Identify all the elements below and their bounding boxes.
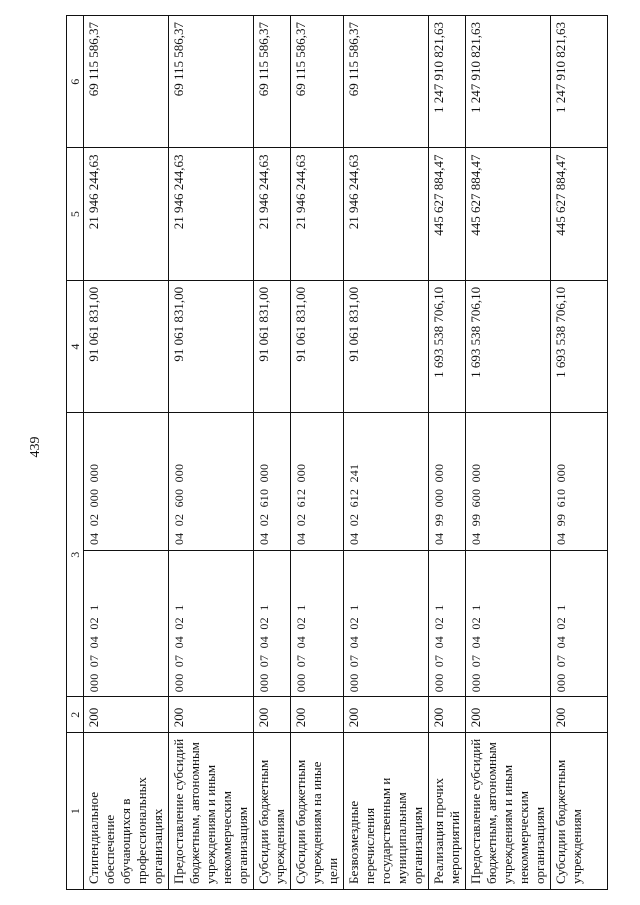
- value-col-4: 91 061 831,00: [84, 280, 169, 412]
- budget-code-part-b: 04 99 000 000: [429, 413, 466, 551]
- budget-code-part-a: 000 07 04 02 1: [169, 551, 254, 697]
- value-col-4: 91 061 831,00: [344, 280, 429, 412]
- value-col-6: 69 115 586,37: [169, 16, 254, 148]
- table-row: [466, 16, 551, 890]
- column-header-3: 3: [67, 413, 84, 697]
- budget-table: [66, 15, 608, 890]
- admin-code: 200: [84, 697, 169, 733]
- row-name: Предоставление субсидий бюджетным, автономным учреждениям и иным некоммерческим организациям: [466, 733, 551, 890]
- budget-code-part-b: 04 99 600 000: [466, 413, 551, 551]
- admin-code: 200: [254, 697, 291, 733]
- column-header-6: 6: [67, 16, 84, 148]
- budget-table-container: [66, 15, 608, 890]
- value-col-4: 1 693 538 706,10: [429, 280, 466, 412]
- admin-code: 200: [429, 697, 466, 733]
- value-col-5: 21 946 244,63: [344, 148, 429, 280]
- row-name: Безвозмездные перечисления государственным и муниципальным организациям: [344, 733, 429, 890]
- table-row: [84, 16, 169, 890]
- value-col-5: 21 946 244,63: [291, 148, 344, 280]
- value-col-4: 1 693 538 706,10: [466, 280, 551, 412]
- budget-code-part-a: 000 07 04 02 1: [466, 551, 551, 697]
- row-name: Субсидии бюджетным учреждениям: [254, 733, 291, 890]
- budget-code-part-b: 04 02 000 000: [84, 413, 169, 551]
- budget-code-part-a: 000 07 04 02 1: [291, 551, 344, 697]
- admin-code: 200: [551, 697, 608, 733]
- table-row: [254, 16, 291, 890]
- value-col-6: 69 115 586,37: [254, 16, 291, 148]
- value-col-5: 21 946 244,63: [84, 148, 169, 280]
- row-name: Субсидии бюджетным учреждениям: [551, 733, 608, 890]
- value-col-4: 91 061 831,00: [169, 280, 254, 412]
- budget-code-part-b: 04 99 610 000: [551, 413, 608, 551]
- admin-code: 200: [169, 697, 254, 733]
- value-col-6: 69 115 586,37: [84, 16, 169, 148]
- budget-code-part-a: 000 07 04 02 1: [344, 551, 429, 697]
- column-header-1: 1: [67, 733, 84, 890]
- table-row: [344, 16, 429, 890]
- table-row: [169, 16, 254, 890]
- row-name: Предоставление субсидий бюджетным, автономным учреждениям и иным некоммерческим организациям: [169, 733, 254, 890]
- budget-code-part-a: 000 07 04 02 1: [84, 551, 169, 697]
- value-col-6: 69 115 586,37: [291, 16, 344, 148]
- admin-code: 200: [466, 697, 551, 733]
- budget-code-part-b: 04 02 612 000: [291, 413, 344, 551]
- column-number-row: [67, 16, 84, 890]
- value-col-6: 1 247 910 821,63: [466, 16, 551, 148]
- budget-code-part-a: 000 07 04 02 1: [254, 551, 291, 697]
- column-header-4: 4: [67, 280, 84, 412]
- value-col-5: 445 627 884,47: [551, 148, 608, 280]
- admin-code: 200: [344, 697, 429, 733]
- table-row: [291, 16, 344, 890]
- budget-code-part-a: 000 07 04 02 1: [429, 551, 466, 697]
- table-row: [551, 16, 608, 890]
- value-col-6: 69 115 586,37: [344, 16, 429, 148]
- page-number: 439: [28, 436, 43, 458]
- budget-code-part-b: 04 02 600 000: [169, 413, 254, 551]
- row-name: Стипендиальное обеспечение обучающихся в профессиональных организациях: [84, 733, 169, 890]
- row-name: Реализация прочих мероприятий: [429, 733, 466, 890]
- value-col-6: 1 247 910 821,63: [551, 16, 608, 148]
- value-col-5: 445 627 884,47: [429, 148, 466, 280]
- value-col-5: 445 627 884,47: [466, 148, 551, 280]
- row-name: Субсидии бюджетным учреждениям на иные цели: [291, 733, 344, 890]
- admin-code: 200: [291, 697, 344, 733]
- column-header-2: 2: [67, 697, 84, 733]
- value-col-5: 21 946 244,63: [254, 148, 291, 280]
- value-col-4: 91 061 831,00: [291, 280, 344, 412]
- table-row: [429, 16, 466, 890]
- value-col-5: 21 946 244,63: [169, 148, 254, 280]
- budget-code-part-a: 000 07 04 02 1: [551, 551, 608, 697]
- budget-code-part-b: 04 02 610 000: [254, 413, 291, 551]
- budget-code-part-b: 04 02 612 241: [344, 413, 429, 551]
- column-header-5: 5: [67, 148, 84, 280]
- value-col-4: 1 693 538 706,10: [551, 280, 608, 412]
- value-col-4: 91 061 831,00: [254, 280, 291, 412]
- value-col-6: 1 247 910 821,63: [429, 16, 466, 148]
